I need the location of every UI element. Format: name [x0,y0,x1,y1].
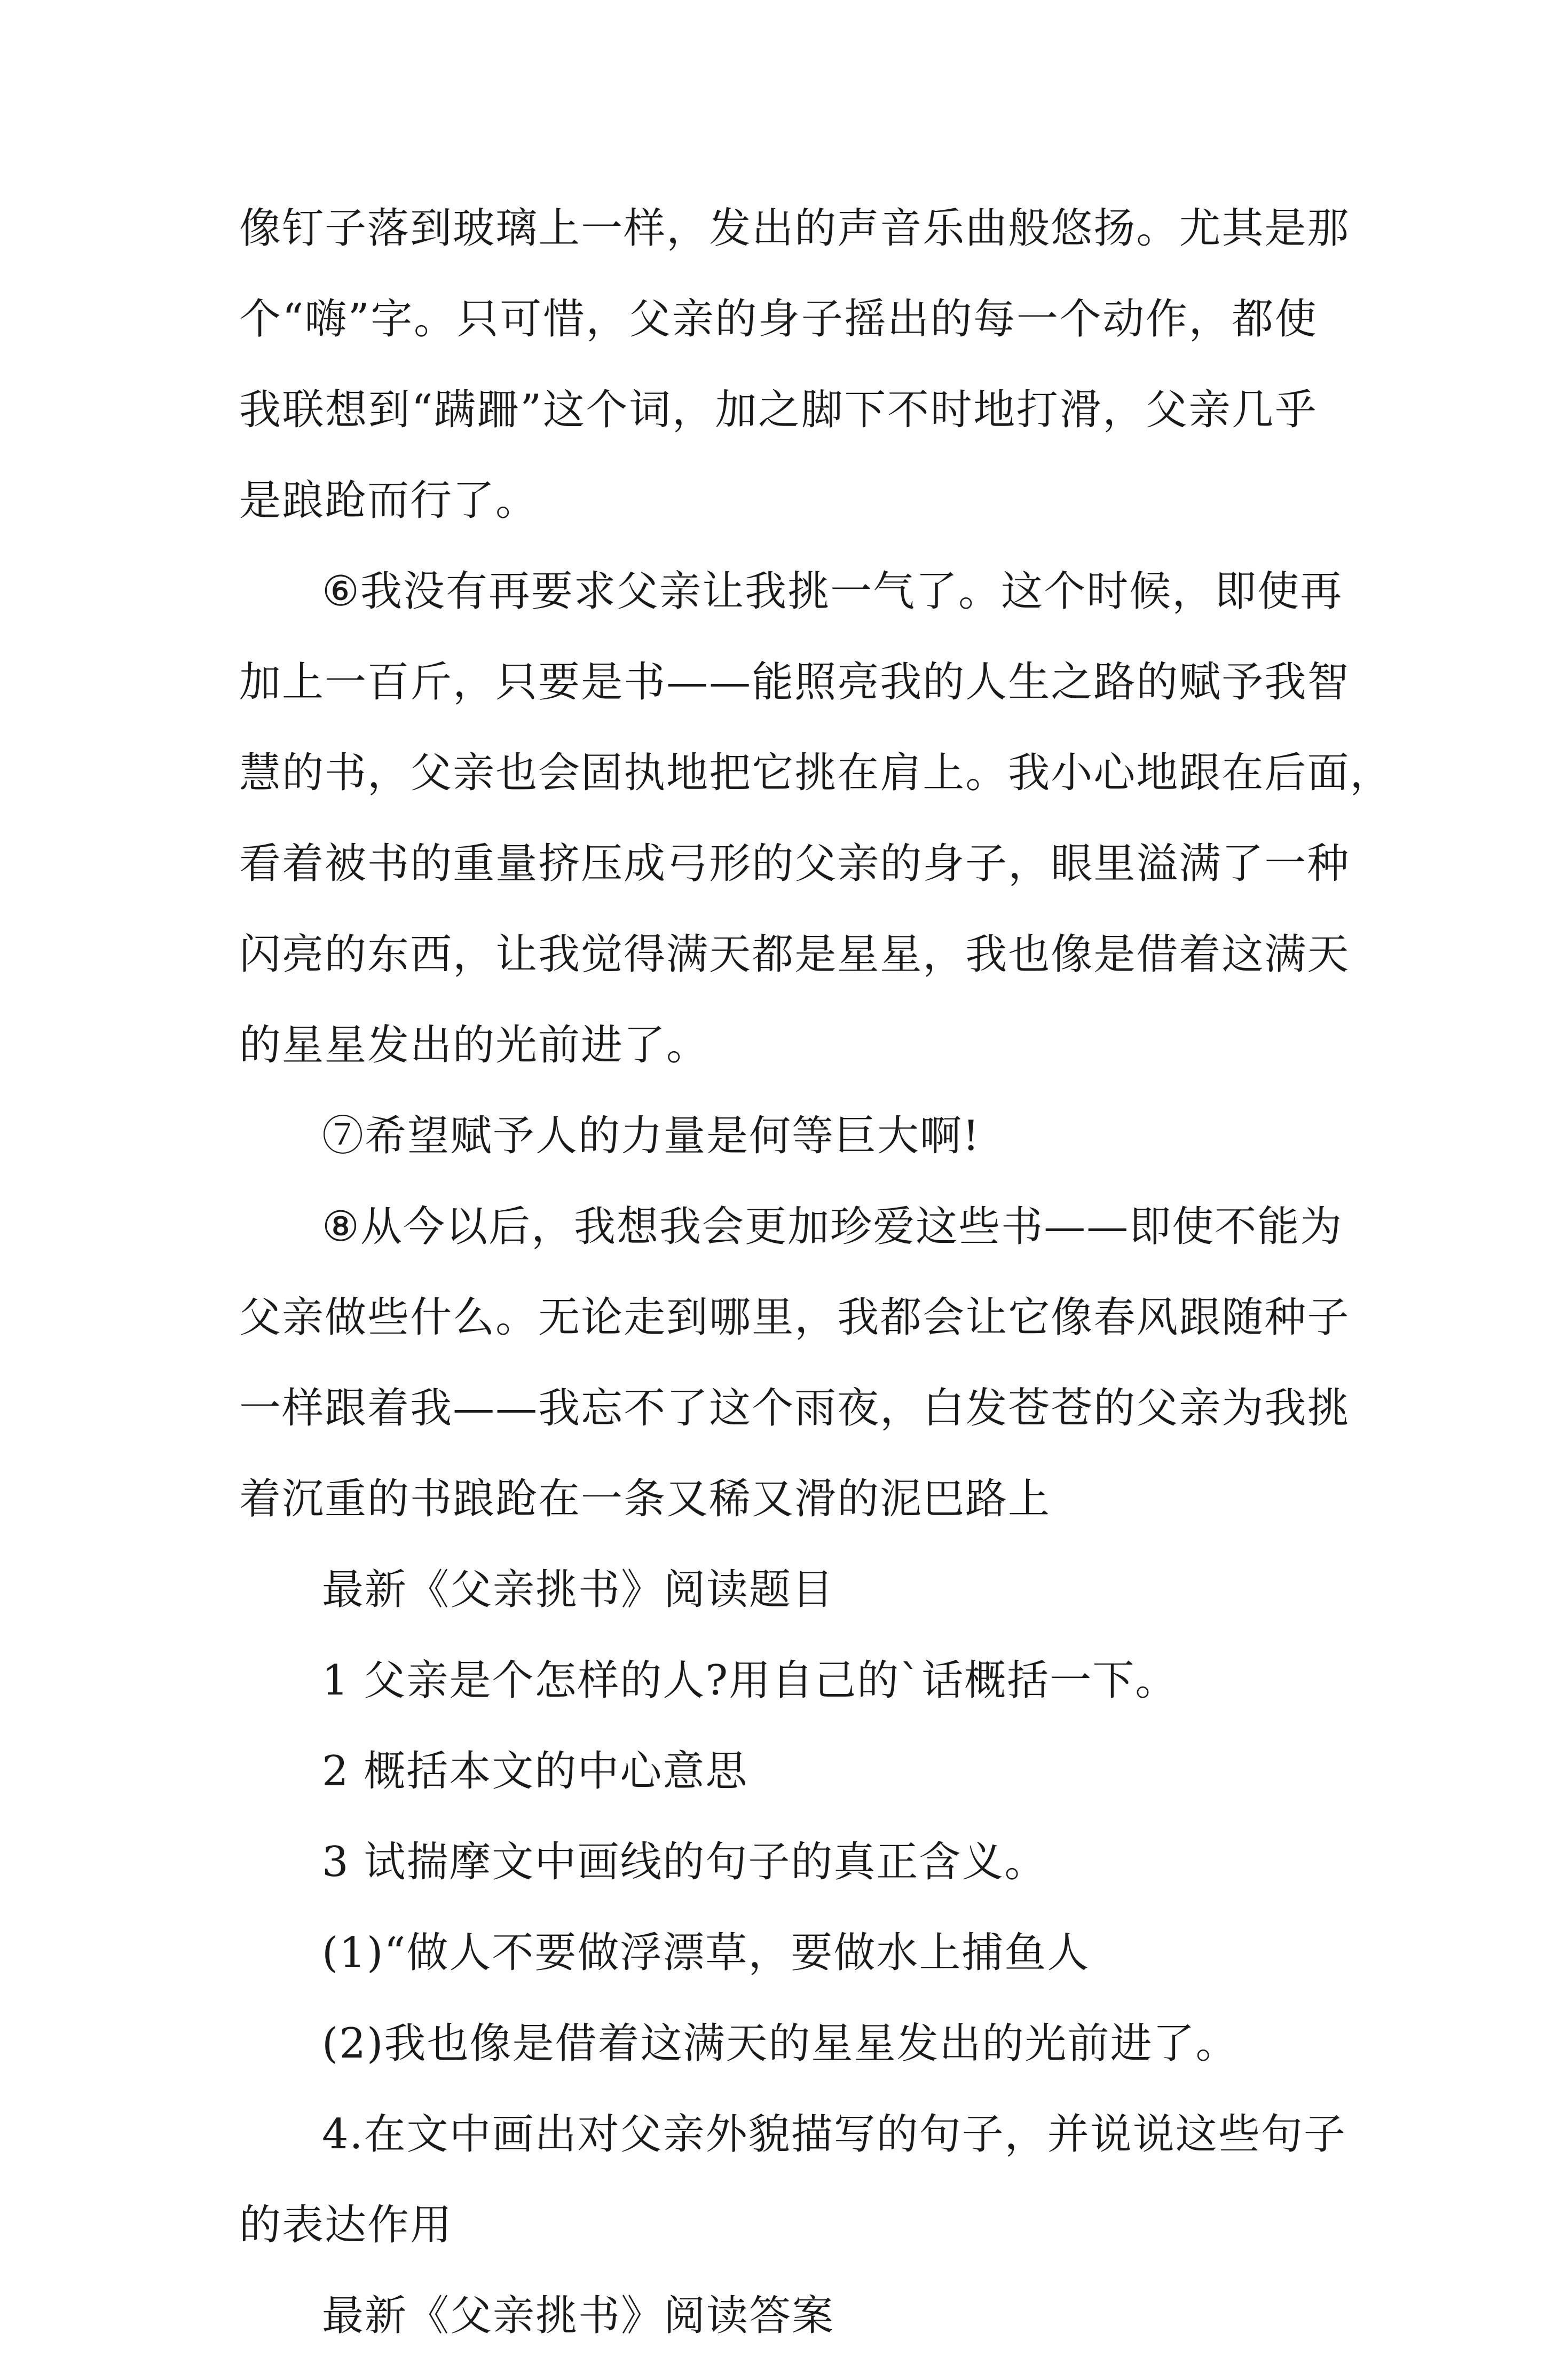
text-line: 加 上 一 百 斤 ， 只 要 是 书 — — 能 照 亮 我 的 人 生 之 路 的 赋 予 我 智 [239,658,1350,706]
text-line: ⑦希望赋予人的力量是何等巨大啊! [322,1112,981,1160]
text-line: 一 样 跟 着 我 — — 我 忘 不 了 这 个 雨 夜 ， 白 发 苍 苍 的 父 亲 为 我 挑 [239,1384,1350,1432]
text-line: 闪 亮 的 东 西 ， 让 我 觉 得 满 天 都 是 星 星 ， 我 也 像 是 借 着 这 满 天 [239,931,1350,979]
question-3-part-2: (2)我也像是借着这满天的星星发出的光前进了。 [322,2020,1239,2068]
question-2: 2 概括本文的中心意思 [322,1747,748,1795]
text-line: 个 “ 嗨 ” 字 。 只 可 惜 ， 父 亲 的 身 子 摇 出 的 每 一 个 动 作 ， 都 使 [239,295,1318,343]
question-1: 1 父亲是个怎样的人?用自己的`话概括一下。 [322,1657,1178,1705]
question-3-part-1: (1)“做人不要做浮漂草，要做水上捕鱼人 [322,1929,1090,1977]
text-line: 像 钉 子 落 到 玻 璃 上 一 样 ， 发 出 的 声 音 乐 曲 般 悠 扬 。 尤 其 是 那 [239,204,1350,253]
question-4: 4 . 在 文 中 画 出 对 父 亲 外 貌 描 写 的 句 子 ， 并 说 说 这 些 句 子 [322,2110,1346,2158]
text-line: 我 联 想 到 “ 蹒 跚 ” 这 个 词 ， 加 之 脚 下 不 时 地 打 滑 ， 父 亲 几 乎 [239,386,1318,434]
text-line: 着沉重的书踉跄在一条又稀又滑的泥巴路上 [239,1475,1051,1523]
section-heading: 最新《父亲挑书》阅读答案 [322,2292,835,2340]
section-heading: 最新《父亲挑书》阅读题目 [322,1566,835,1614]
text-line: 看 着 被 书 的 重 量 挤 压 成 弓 形 的 父 亲 的 身 子 ， 眼 里 溢 满 了 一 种 [239,840,1350,888]
question-3: 3 试揣摩文中画线的句子的真正含义。 [322,1838,1047,1886]
text-line: 慧 的 书 ， 父 亲 也 会 固 执 地 把 它 挑 在 肩 上 。 我 小 心 地 跟 在 后 面 ， [239,749,1393,797]
text-line: 的星星发出的光前进了。 [239,1021,710,1069]
text-line: ⑥ 我 没 有 再 要 求 父 亲 让 我 挑 一 气 了 。 这 个 时 候 ， 即 使 再 [322,568,1343,616]
text-line: 是踉跄而行了。 [239,477,539,525]
text-line: ⑧ 从 今 以 后 ， 我 想 我 会 更 加 珍 爱 这 些 书 — — 即 使 不 能 为 [322,1203,1343,1251]
question-4-continued: 的表达作用 [239,2201,453,2249]
text-line: 父 亲 做 些 什 么 。 无 论 走 到 哪 里 ， 我 都 会 让 它 像 春 风 跟 随 种 子 [239,1294,1350,1342]
document-page [239,202,1393,2380]
